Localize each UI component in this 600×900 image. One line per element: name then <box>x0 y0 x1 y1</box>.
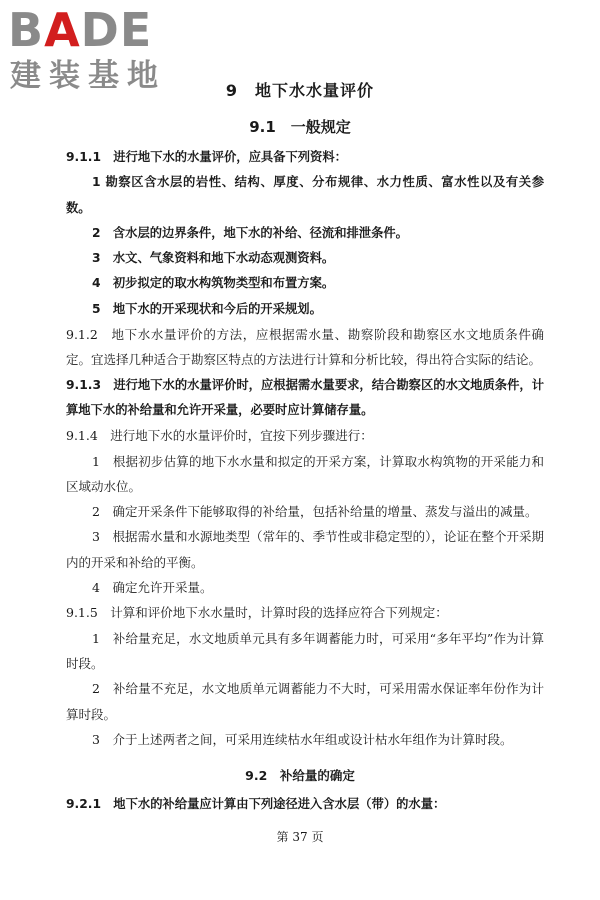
list-item: 3 介于上述两者之间，可采用连续枯水年组或设计枯水年组作为计算时段。 <box>92 731 513 747</box>
logo-wordmark: BADE <box>8 3 153 57</box>
clause-9-1-4: 9.1.4 进行地下水的水量评价时，宜按下列步骤进行： <box>66 428 373 444</box>
list-item: 3 水文、气象资料和地下水动态观测资料。 <box>92 251 335 266</box>
section-title-9-2: 9.2 补给量的确定 <box>245 768 355 783</box>
logo-subtitle: 建装基地 <box>10 58 166 94</box>
clause-9-2-1: 9.2.1 地下水的补给量应计算由下列途径进入含水层（带）的水量： <box>66 797 446 811</box>
list-item: 4 初步拟定的取水构筑物类型和布置方案。 <box>92 276 335 291</box>
clause-9-1-5: 9.1.5 计算和评价地下水水量时，计算时段的选择应符合下列规定： <box>66 605 448 621</box>
chapter-title: 9 地下水水量评价 <box>225 81 375 100</box>
list-item: 2 含水层的边界条件，地下水的补给、径流和排泄条件。 <box>92 225 408 240</box>
list-item: 2 确定开采条件下能够取得的补给量，包括补给量的增量、蒸发与溢出的减量。 <box>92 504 538 520</box>
page-number: 第 37 页 <box>276 830 324 844</box>
list-item: 1 勘察区含水层的岩性、结构、厚度、分布规律、水力性质、富水性以及有关参数。 <box>66 175 544 215</box>
clause-9-1-2: 9.1.2 地下水水量评价的方法，应根据需水量、勘察阶段和勘察区水文地质条件确定。宜选择几种适合于勘察区特点的方法进行计算和分析比较，得出符合实际的结论。 <box>66 327 544 368</box>
list-item: 1 补给量充足，水文地质单元具有多年调蓄能力时，可采用“多年平均”作为计算时段。 <box>66 630 544 671</box>
list-item: 2 补给量不充足，水文地质单元调蓄能力不大时，可采用需水保证率年份作为计算时段。 <box>66 681 544 722</box>
list-item: 3 根据需水量和水源地类型（常年的、季节性或非稳定型的），论证在整个开采期内的开采和补给的平衡。 <box>66 529 544 570</box>
list-item: 5 地下水的开采现状和今后的开采规划。 <box>92 301 322 316</box>
section-body <box>66 145 544 752</box>
clause-9-1-3: 9.1.3 进行地下水的水量评价时，应根据需水量要求，结合勘察区的水文地质条件，计算地下水的补给量和允许开采量，必要时应计算储存量。 <box>66 377 544 417</box>
list-item: 1 根据初步估算的地下水水量和拟定的开采方案，计算取水构筑物的开采能力和区域动水位。 <box>66 453 544 494</box>
section-title: 9.1 一般规定 <box>249 118 351 136</box>
clause-9-1-1: 9.1.1 进行地下水的水量评价，应具备下列资料： <box>66 150 347 164</box>
list-item: 4 确定允许开采量。 <box>92 580 213 596</box>
